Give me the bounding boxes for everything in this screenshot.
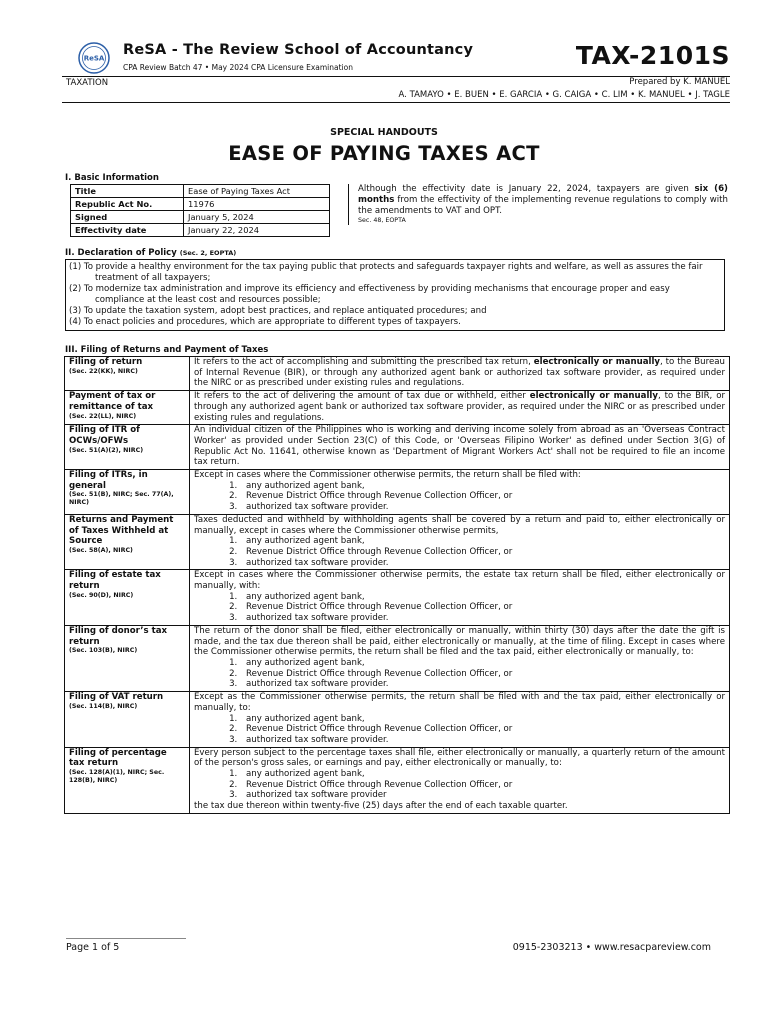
page-number: Page 1 of 5 (66, 942, 120, 953)
filing-label: Filing of ITR of OCWs/OFWs (69, 425, 140, 446)
filing-citation: (Sec. 22(LL), NIRC) (69, 412, 137, 420)
description-text: An individual citizen of the Philippines who is working and deriving income solely from abroad as an 'Overseas Contract Worker' as provided under Section 23(C) of this Code, or 'Overseas Filipino Worker' as defined under Section 3(G) of Republic Act No. 11641, otherwise known as 'Department of Migrant Workers Act' shall not be required to file an income tax return. (194, 425, 725, 468)
filing-label: Filing of VAT return (69, 692, 164, 703)
filing-label-cell (65, 391, 190, 425)
logo-text: ReSA (83, 54, 105, 63)
basic-value: Ease of Paying Taxes Act (184, 185, 330, 198)
filing-label: Returns and Payment of Taxes Withheld at Source (69, 514, 174, 547)
batch-line: CPA Review Batch 47 • May 2024 CPA Licensure Examination (123, 63, 353, 72)
description-text: , to the Bureau of Internal Revenue (BIR), or through any authorized agent bank or authorized tax software provider, as required under the NIRC or as prescribed under existing rules and regulations. (194, 357, 725, 389)
policy-item: (1) To provide a healthy environment for the tax paying public that protects and safeguards taxpayer rights and welfare, as well as assures the fair treatment of all taxpayers; (69, 262, 703, 283)
filer-list (194, 481, 725, 513)
policy-citation: (Sec. 2, EOPTA) (179, 249, 237, 257)
note-citation: Sec. 48, EOPTA (358, 217, 406, 224)
note-text: from the effectivity of the implementing revenue regulations to comply with the amendments to VAT and OPT. (358, 195, 728, 216)
table-row (71, 198, 330, 211)
list-item: 1. any authorized agent bank, (240, 536, 725, 547)
table-row (71, 211, 330, 224)
table-row (65, 357, 730, 391)
document-code: TAX-2101S (575, 41, 730, 70)
basic-value: January 5, 2024 (184, 211, 330, 224)
basic-key: Republic Act No. (71, 198, 184, 211)
policy-heading-text: II. Declaration of Policy (65, 248, 177, 258)
description-text: Except in cases where the Commissioner otherwise permits, the estate tax return shall be filed, either electronically or manually, with: (194, 570, 725, 592)
filing-label: Filing of ITRs, in general (69, 470, 148, 491)
prepared-by: Prepared by K. MANUEL (629, 77, 730, 87)
header-rule-bottom (62, 102, 730, 103)
filing-description (190, 570, 730, 626)
filing-citation: (Sec. 58(A), NIRC) (69, 546, 133, 554)
list-item: 2. Revenue District Office through Revenue Collection Officer, or (240, 602, 725, 613)
filing-label-cell (65, 425, 190, 470)
contact-info: 0915-2303213 • www.resacpareview.com (512, 942, 711, 953)
school-name: ReSA - The Review School of Accountancy (123, 42, 474, 58)
note-emphasis: six (6) months (358, 184, 728, 205)
filer-list (194, 536, 725, 568)
filing-table (64, 356, 730, 814)
subject-label: TAXATION (66, 78, 109, 88)
table-row (65, 692, 730, 748)
description-emphasis: electronically or manually (533, 357, 661, 367)
table-row (65, 625, 730, 691)
filer-list (194, 714, 725, 746)
filer-list (194, 592, 725, 624)
filer-list (194, 769, 725, 801)
description-text: Every person subject to the percentage taxes shall file, either electronically or manually, a quarterly return of the amount of the person's gross sales, or earnings and pay, either electronically or manually, to: (194, 747, 725, 769)
list-item: 3. authorized tax software provider. (240, 679, 725, 690)
table-row (65, 470, 730, 515)
filing-label-cell (65, 570, 190, 626)
policy-item: (3) To update the taxation system, adopt best practices, and replace antiquated procedures; and (69, 306, 487, 316)
filing-label-cell (65, 514, 190, 570)
effectivity-note (348, 184, 728, 225)
filing-description (190, 425, 730, 470)
filing-description (190, 625, 730, 691)
policy-item: (4) To enact policies and procedures, which are appropriate to different types of taxpayers. (69, 317, 461, 327)
list-item: 3. authorized tax software provider (240, 790, 725, 801)
table-row (65, 391, 730, 425)
list-item: 2. Revenue District Office through Revenue Collection Officer, or (240, 669, 725, 680)
list-item: 3. authorized tax software provider. (240, 558, 725, 569)
policy-item: (2) To modernize tax administration and improve its efficiency and effectiveness by providing mechanisms that encourage proper and easy compliance at the least cost and resources possible; (69, 284, 670, 305)
authors-line: A. TAMAYO • E. BUEN • E. GARCIA • G. CAIGA • C. LIM • K. MANUEL • J. TAGLE (398, 90, 730, 100)
policy-heading (65, 248, 236, 258)
filing-citation: (Sec. 22(KK), NIRC) (69, 367, 138, 375)
description-text: It refers to the act of accomplishing and submitting the prescribed tax return, (194, 357, 531, 367)
list-item: 1. any authorized agent bank, (240, 714, 725, 725)
description-text: the tax due thereon within twenty-five (25) days after the end of each taxable quarter. (194, 801, 568, 812)
filing-label-cell (65, 747, 190, 813)
filing-label: Payment of tax or remittance of tax (69, 391, 156, 412)
basic-key: Effectivity date (71, 224, 184, 237)
filing-citation: (Sec. 114(B), NIRC) (69, 702, 138, 710)
filing-description (190, 391, 730, 425)
list-item: 2. Revenue District Office through Revenue Collection Officer, or (240, 547, 725, 558)
description-text: Except in cases where the Commissioner otherwise permits, the return shall be filed with: (194, 470, 581, 481)
filing-label-cell (65, 357, 190, 391)
table-row (65, 425, 730, 470)
basic-info-heading: I. Basic Information (65, 173, 159, 183)
filing-description (190, 692, 730, 748)
table-row (71, 185, 330, 198)
filing-citation: (Sec. 90(D), NIRC) (69, 591, 134, 599)
list-item: 1. any authorized agent bank, (240, 658, 725, 669)
description-text: The return of the donor shall be filed, either electronically or manually, within thirty (30) days after the date the gift is made, and the tax due thereon shall be paid, either electronically or manually, at the time of filing. Except in cases where the Commissioner otherwise permits, the return shall be filed and the tax paid, either electronically or manually, to: (194, 625, 725, 658)
table-row (71, 224, 330, 237)
description-emphasis: electronically or manually (529, 391, 658, 402)
filing-citation: (Sec. 51(B), NIRC; Sec. 77(A), NIRC) (69, 491, 174, 507)
filing-label: Filing of return (69, 357, 143, 367)
description-text: It refers to the act of delivering the amount of tax due or withheld, either (194, 391, 526, 402)
filing-label-cell (65, 625, 190, 691)
policy-box (65, 259, 725, 331)
list-item: 2. Revenue District Office through Revenue Collection Officer, or (240, 491, 725, 502)
list-item: 3. authorized tax software provider. (240, 502, 725, 513)
filing-description (190, 514, 730, 570)
basic-key: Title (71, 185, 184, 198)
filing-citation: (Sec. 103(B), NIRC) (69, 647, 138, 655)
basic-value: January 22, 2024 (184, 224, 330, 237)
list-item: 1. any authorized agent bank, (240, 769, 725, 780)
handout-kicker: SPECIAL HANDOUTS (330, 127, 438, 138)
filing-description (190, 357, 730, 391)
list-item: 2. Revenue District Office through Revenue Collection Officer, or (240, 780, 725, 791)
basic-info-table (70, 184, 330, 237)
list-item: 1. any authorized agent bank, (240, 481, 725, 492)
table-row (65, 570, 730, 626)
list-item: 2. Revenue District Office through Revenue Collection Officer, or (240, 724, 725, 735)
description-text: Taxes deducted and withheld by withholding agents shall be covered by a return and paid to, either electronically or manually, except in cases where the Commissioner otherwise permits, (194, 514, 725, 536)
page-title: EASE OF PAYING TAXES ACT (228, 142, 540, 165)
list-item: 3. authorized tax software provider. (240, 613, 725, 624)
filing-citation: (Sec. 51(A)(2), NIRC) (69, 446, 144, 454)
description-text: , to the BIR, or through any authorized agent bank or authorized tax software provider, as required under the NIRC or as prescribed under existing rules and regulations. (194, 391, 725, 423)
list-item: 1. any authorized agent bank, (240, 592, 725, 603)
footer-rule (66, 938, 186, 939)
filing-label: Filing of estate tax return (69, 570, 161, 592)
basic-value: 11976 (184, 198, 330, 211)
list-item: 3. authorized tax software provider. (240, 735, 725, 746)
filing-citation: (Sec. 128(A)(1), NIRC; Sec. 128(B), NIRC) (69, 769, 165, 785)
table-row (65, 514, 730, 570)
filing-label-cell (65, 470, 190, 515)
resa-logo (78, 42, 110, 74)
table-row (65, 747, 730, 813)
filing-label: Filing of percentage tax return (69, 747, 167, 769)
note-text: Although the effectivity date is January 22, 2024, taxpayers are given (358, 184, 689, 194)
description-text: Except as the Commissioner otherwise permits, the return shall be filed with and the tax paid, either electronically or manually, to: (194, 692, 725, 713)
filing-label: Filing of donor’s tax return (69, 625, 168, 647)
filing-label-cell (65, 692, 190, 748)
filing-description (190, 470, 730, 515)
filing-description (190, 747, 730, 813)
filing-heading: III. Filing of Returns and Payment of Taxes (65, 345, 269, 355)
basic-key: Signed (71, 211, 184, 224)
filer-list (194, 658, 725, 690)
